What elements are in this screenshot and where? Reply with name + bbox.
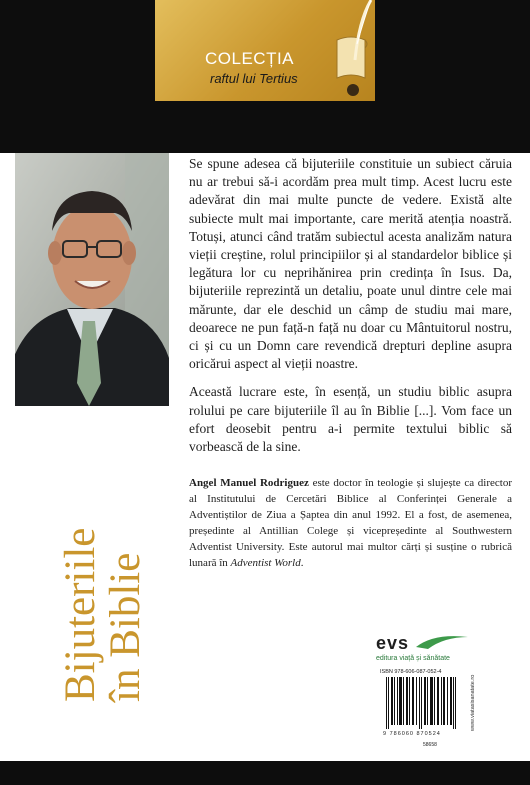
bottom-band (0, 761, 530, 785)
collection-badge (155, 0, 375, 101)
collection-title: COLECȚIA (205, 49, 295, 68)
author-photo (15, 153, 169, 406)
evs-wordmark: evs (376, 633, 410, 653)
magazine-name: Adventist World (230, 557, 301, 570)
isbn-label: ISBN 978-606-087-052-4 (380, 669, 442, 675)
book-title-vertical (58, 528, 148, 702)
book-title-line1: Bijuteriile (57, 527, 104, 702)
book-title-line2: în Biblie (102, 552, 149, 702)
publisher-tagline: editura viață și sănătate (376, 655, 450, 662)
scroll-quill-icon (331, 0, 375, 101)
collection-subtitle: raftul lui Tertius (210, 71, 298, 86)
author-bio-text-a: este doctor în teologie și slujește ca director al Institutului de Cercetări Biblice al Conferinței Generale a Adventiștilor de Ziua a Șaptea din anul 1992. El a fost, de asemenea, președinte al Antillian Colege și vicepreședinte al Southwestern Adventist University. Este autorul mai multor cărți și susține o rubrică lunară în (189, 477, 512, 570)
author-name: Angel Manuel Rodriguez (189, 477, 309, 490)
product-code: 58658 (423, 742, 437, 748)
publisher-logo (376, 633, 472, 667)
author-bio (189, 475, 512, 571)
publisher-website: www.viatasisanatate.ro (470, 674, 476, 731)
author-bio-text-b: . (300, 557, 304, 570)
leaf-swoosh-icon (414, 631, 470, 651)
barcode-digits: 9 786060 870524 (383, 731, 441, 737)
back-cover-text (189, 153, 512, 571)
description-paragraph-1: Se spune adesea că bijuteriile constituie un subiect căruia nu ar trebui să-i acordăm prea mult timp. Acest lucru este adevărat din mai multe puncte de vedere. Există alte subiecte mult mai importante, care merită atenția noastră. Totuși, atunci când tratăm subiectul acesta analizăm natura vieții creștine, rolul principiilor și al standardelor biblice și legătura lor cu neprihănirea prin credința în Isus. Da, bijuteriile reprezintă un detaliu, poate unul dintre cele mai mărunte, dar ele deschid un câmp de studiu mai mare, deoarece ne pun față-n față nu doar cu Mântuitorul nostru, ci și cu un Domn care revendică drepturi depline asupra oricărui aspect al vieții noastre. (189, 156, 512, 372)
description-paragraph-2: Această lucrare este, în esență, un studiu biblic asupra rolului pe care bijuteriile îl au în Biblie [...]. Vom face un efort deosebit pentru a-i permite textului biblic să vorbească de la sine. (189, 384, 512, 455)
barcode (386, 677, 456, 729)
